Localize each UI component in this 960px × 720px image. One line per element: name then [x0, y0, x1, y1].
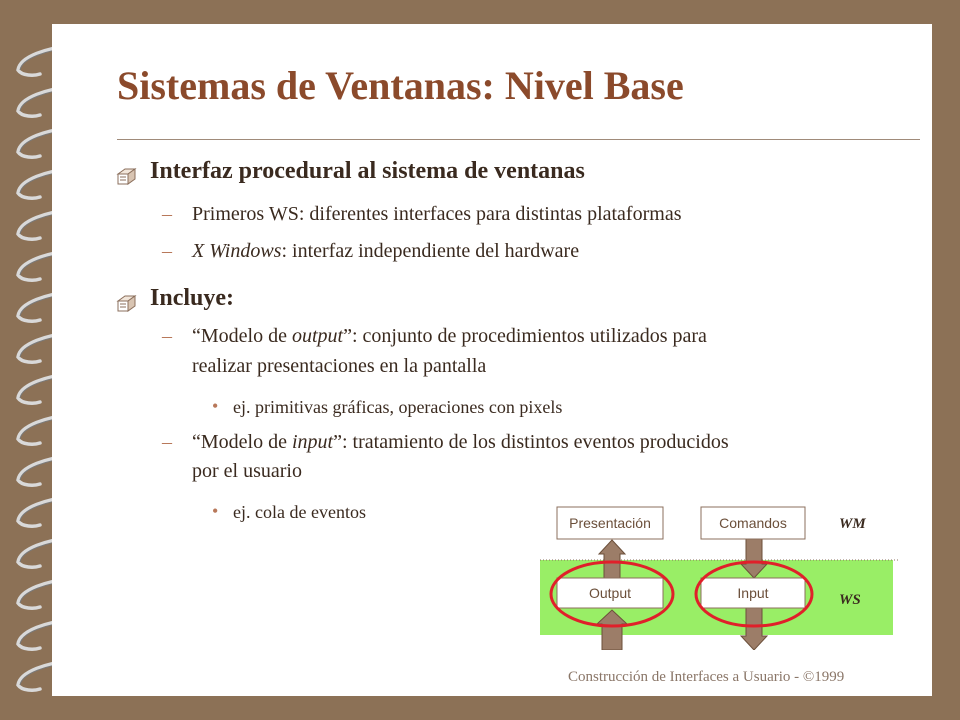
- bullet-1-label: Interfaz procedural al sistema de ventanas: [150, 158, 585, 184]
- subitem-1-2-text: : interfaz independiente del hardware: [281, 240, 580, 262]
- subitem-2-1-line2: realizar presentaciones en la pantalla: [192, 355, 487, 377]
- subitem-1-1: Primeros WS: diferentes interfaces para distintas plataformas: [192, 203, 682, 225]
- dash-marker: –: [162, 325, 172, 347]
- wm-label: WM: [839, 516, 866, 532]
- title-divider: [117, 139, 920, 140]
- input-label: Input: [737, 585, 769, 601]
- x-windows-term: X Windows: [192, 240, 282, 262]
- dash-marker: –: [162, 431, 172, 453]
- dot-marker: •: [212, 501, 219, 521]
- wm-ws-diagram: [538, 500, 910, 650]
- dash-marker: –: [162, 203, 172, 225]
- slide-footer: Construcción de Interfaces a Usuario - ©1999: [568, 669, 845, 685]
- dash-marker: –: [162, 240, 172, 262]
- ws-label: WS: [839, 592, 861, 608]
- example-output: ej. primitivas gráficas, operaciones con pixels: [233, 397, 563, 417]
- subitem-2-2-line2: por el usuario: [192, 460, 302, 482]
- text-run: “Modelo de: [192, 431, 292, 453]
- subitem-2-2-line1: [192, 431, 729, 454]
- text-run: ”: tratamiento de los distintos eventos producidos: [333, 431, 729, 453]
- output-label: Output: [588, 585, 632, 601]
- notepad-bullet-icon: [116, 166, 138, 186]
- input-term: input: [291, 431, 334, 453]
- notepad-bullet-icon: [116, 293, 138, 313]
- slide-title: Sistemas de Ventanas: Nivel Base: [117, 63, 684, 108]
- dot-marker: •: [212, 396, 219, 416]
- example-input: ej. cola de eventos: [233, 502, 366, 522]
- presentacion-label: Presentación: [569, 515, 651, 531]
- comandos-label: Comandos: [719, 515, 787, 531]
- text-run: “Modelo de: [192, 325, 292, 347]
- subitem-1-2: [192, 240, 579, 263]
- bullet-2-label: Incluye:: [150, 285, 234, 311]
- subitem-2-1-line1: [192, 325, 707, 348]
- text-run: ”: conjunto de procedimientos utilizados para: [343, 325, 707, 347]
- output-term: output: [291, 325, 344, 347]
